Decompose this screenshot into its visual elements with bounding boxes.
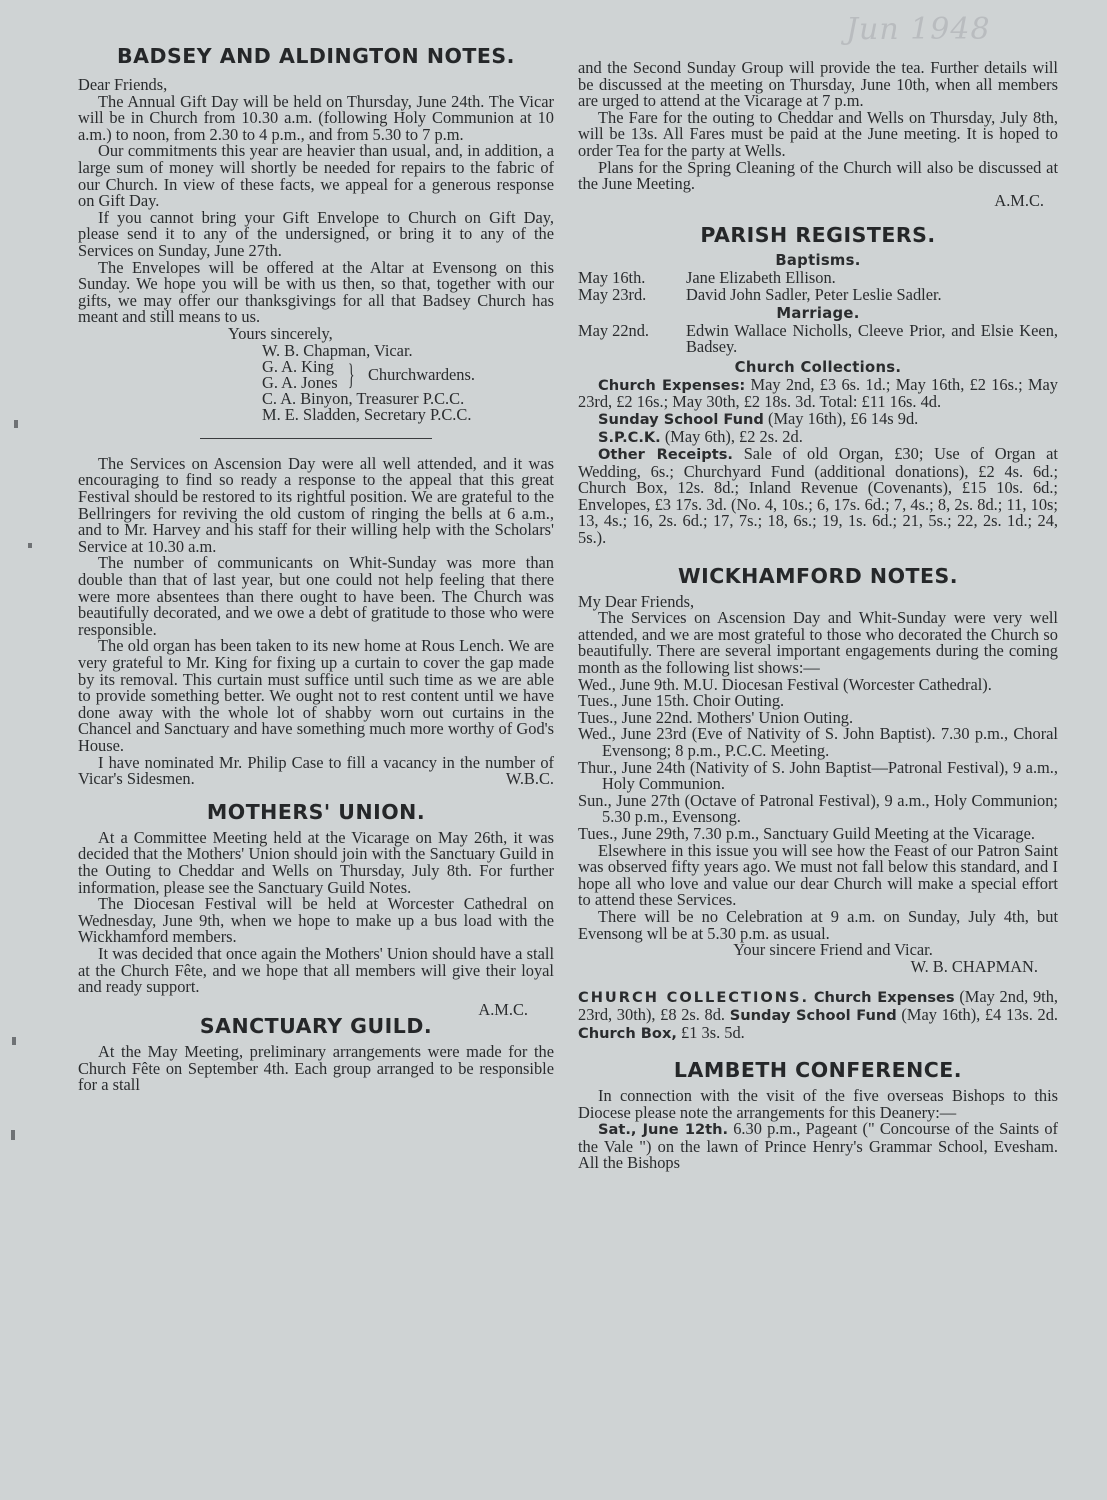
engagement-item: Wed., June 23rd (Eve of Nativity of S. John Baptist). 7.30 p.m., Choral Evensong; 8 p.m., P.C.C. Meeting. (578, 724, 1058, 760)
collection-label: CHURCH COLLECTIONS. (578, 989, 810, 1007)
paragraph: At the May Meeting, preliminary arrangements were made for the Church Fête on September 4th. Each group arranged to be responsible for a stall (78, 1042, 554, 1095)
brace-icon: } (347, 357, 355, 391)
parish-registers-heading: PARISH REGISTERS. (700, 223, 936, 248)
signatory: W. B. CHAPMAN. (910, 956, 1038, 976)
paragraph: The Services on Ascension Day were all well attended, and it was encouraging to find so ready a response to the appeal that this great Festival should be restored to its rightful position. We are grateful to the Bellringers for reviving the old custom of ringing the bells at 6 a.m., and to Mr. Harvey and his staff for their willing help with the Scholars' Service at 10.30 a.m. (78, 453, 554, 556)
engagement-item: Tues., June 29th, 7.30 p.m., Sanctuary Guild Meeting at the Vicarage. (578, 823, 1035, 843)
event-date-label: Sat., June 12th. (598, 1121, 729, 1139)
engagement-item: Tues., June 22nd. Mothers' Union Outing. (578, 707, 854, 727)
paragraph: Plans for the Spring Cleaning of the Church will also be discussed at the June Meeting. (578, 157, 1058, 194)
churchwardens-label: Churchwardens. (368, 364, 475, 384)
wickhamford-notes-heading: WICKHAMFORD NOTES. (677, 563, 959, 588)
margin-mark (11, 1130, 15, 1140)
paragraph: It was decided that once again the Mothers' Union should have a stall at the Church Fête, and we hope that all members will give their loyal and ready support. (78, 943, 554, 997)
paragraph: Elsewhere in this issue you will see how the Feast of our Patron Saint was observed fifty years ago. We must not fall below this standard, and I hope all who love and value our dear Church will make a special effort to attend these Services. (578, 840, 1058, 910)
collection-label: Church Box, (578, 1024, 677, 1042)
register-entry (578, 320, 1058, 357)
engagement-item: Tues., June 15th. Choir Outing. (578, 691, 785, 711)
engagement-item: Thur., June 24th (Nativity of S. John Baptist—Patronal Festival), 9 a.m., Holy Communion. (578, 757, 1058, 794)
paragraph: The Diocesan Festival will be held at Worcester Cathedral on Wednesday, June 9th, when we hope to make up a bus load with the Wickhamford members. (78, 894, 554, 947)
collection-item (578, 408, 1058, 429)
right-column (578, 60, 1058, 1172)
marriage-subheading: Marriage. (776, 304, 860, 322)
paragraph (78, 752, 554, 789)
paragraph: The old organ has been taken to its new home at Rous Lench. We are very grateful to Mr. King for fixing up a curtain to cover the gap made by its removal. This curtain must suffice until such time as we are able to provide something better. We ought not to rest content until we have done away with the whole lot of shabby worn out curtains in the Chancel and Sanctuary and have something much more worthy of God's House. (78, 636, 554, 755)
paragraph-text: I have nominated Mr. Philip Case to fill a vacancy in the number of Vicar's Sidesmen. (78, 752, 554, 789)
signatory: G. A. Jones (262, 372, 338, 392)
signatory: W. B. Chapman, Vicar. (262, 340, 413, 360)
register-names: David John Sadler, Peter Leslie Sadler. (686, 284, 942, 304)
paragraph: The Fare for the outing to Cheddar and Wells on Thursday, July 8th, will be 13s. All Fares must be paid at the June meeting. It is hoped to order Tea for the party at Wells. (578, 107, 1058, 160)
initials: W.B.C. (505, 769, 554, 789)
collection-text: May 2nd, £3 6s. 1d.; May 16th, £2 16s.; May 23rd, £2 16s.; May 30th, £2 18s. 3d. Total: £11 16s. 4d. (578, 374, 1058, 412)
register-date: May 16th. (578, 268, 646, 288)
collection-text: £1 3s. 5d. (681, 1022, 745, 1042)
engagement-item: Sun., June 27th (Octave of Patronal Festival), 9 a.m., Holy Communion; 5.30 p.m., Evensong. (578, 790, 1058, 827)
collection-label: Sunday School Fund (598, 410, 764, 428)
paragraph: The Annual Gift Day will be held on Thursday, June 24th. The Vicar will be in Church from 10.30 a.m. (following Holy Communion at 10 a.m.) to noon, from 2.30 to 4 p.m., and from 5.30 to 7 p.m. (78, 91, 554, 144)
collection-item (578, 374, 1058, 412)
salutation: Dear Friends, (78, 75, 168, 94)
lambeth-conference-heading: LAMBETH CONFERENCE. (673, 1058, 963, 1083)
paragraph: At a Committee Meeting held at the Vicarage on May 26th, it was decided that the Mothers' Union should join with the Sanctuary Guild in the Outing to Cheddar and Wells on Thursday, July 8th. For further information, please see the Sanctuary Guild Notes. (78, 827, 554, 897)
signatory: G. A. King (262, 357, 334, 377)
collection-text: (May 16th), £6 14s 9d. (768, 408, 919, 428)
collection-text: (May 6th), £2 2s. 2d. (664, 426, 803, 446)
engagement-item: Wed., June 9th. M.U. Diocesan Festival (Worcester Cathedral). (578, 674, 992, 694)
paragraph: There will be no Celebration at 9 a.m. on Sunday, July 4th, but Evensong wll be at 5.30 p.m. as usual. (578, 906, 1058, 943)
salutation: My Dear Friends, (578, 591, 695, 611)
church-collections-subheading: Church Collections. (734, 358, 902, 376)
closing: Your sincere Friend and Vicar. (733, 940, 933, 960)
collection-label: Other Receipts. (598, 446, 733, 464)
collection-label: Church Expenses (813, 989, 955, 1007)
paragraph: In connection with the visit of the five overseas Bishops to this Diocese please note the arrangements for this Deanery:— (578, 1086, 1058, 1122)
left-column (78, 44, 554, 1094)
churchwardens-group (228, 359, 554, 391)
collection-text: (May 2nd, 9th, 23rd, 30th), £8 2s. 8d. (578, 987, 1058, 1024)
collection-label: Sunday School Fund (729, 1006, 897, 1024)
closing: Yours sincerely, (228, 323, 333, 343)
collection-item (578, 446, 1058, 547)
register-date: May 22nd. (578, 320, 650, 340)
baptisms-subheading: Baptisms. (775, 252, 861, 270)
paragraph: The number of communicants on Whit-Sunday was more than double than that of last year, but one could not help feeling that there were more absentees than there ought to have been. The Church was beautifully decorated, and we owe a debt of gratitude to those who were responsible. (78, 553, 554, 639)
paragraph: If you cannot bring your Gift Envelope to Church on Gift Day, please send it to any of the undersigned, or bring it to any of the Services on Sunday, June 27th. (78, 207, 554, 260)
collection-label: S.P.C.K. (598, 428, 661, 446)
paragraph: Our commitments this year are heavier than usual, and, in addition, a large sum of money will shortly be needed for repairs to the fabric of our Church. In view of these facts, we appeal for a generous response on Gift Day. (78, 141, 554, 211)
event-text: 6.30 p.m., Pageant (" Concourse of the Saints of the Vale ") on the lawn of Prince Henry's Grammar School, Evesham. All the Bishops (578, 1119, 1058, 1173)
paragraph (578, 1121, 1058, 1172)
signatory: M. E. Sladden, Secretary P.C.C. (262, 405, 472, 425)
paragraph: The Services on Ascension Day and Whit-Sunday were very well attended, and we are most grateful to those who decorated the Church so beautifully. There are several important engagements during the coming month as the following list shows:— (578, 608, 1058, 678)
signatory: C. A. Binyon, Treasurer P.C.C. (262, 388, 465, 408)
sanctuary-guild-heading: SANCTUARY GUILD. (199, 1014, 433, 1039)
paragraph: The Envelopes will be offered at the Altar at Evensong on this Sunday. We hope you will be with us then, so that, together with our gifts, we may offer our thanksgivings for all that Badsey Church has meant and still means to us. (78, 257, 554, 327)
register-names: Edwin Wallace Nicholls, Cleeve Prior, and Elsie Keen, Badsey. (686, 320, 1058, 357)
register-names: Jane Elizabeth Ellison. (686, 268, 836, 288)
margin-mark (28, 543, 32, 548)
paragraph: and the Second Sunday Group will provide the tea. Further details will be discussed at the meeting on Thursday, June 10th, when all members are urged to attend at the Vicarage at 7 p.m. (578, 58, 1058, 111)
handwritten-date-annotation: Jun 1948 (846, 12, 991, 47)
signature-block (228, 323, 554, 425)
margin-mark (14, 420, 18, 428)
register-date: May 23rd. (578, 284, 647, 304)
section-divider (200, 438, 432, 439)
initials: A.M.C. (478, 999, 528, 1019)
wickhamford-collections (578, 989, 1058, 1042)
margin-mark (12, 1037, 16, 1045)
register-entry (578, 284, 1058, 304)
collection-text: Sale of old Organ, £30; Use of Organ at Wedding, 6s.; Churchyard Fund (additional donations), £2 4s. 6d.; Church Box, 12s. 8d.; Inland Revenue (Covenants), £15 10s. 6d.; Envelopes, £3 17s. 3d. (No. 4, 10s.; 6, 17s. 6d.; 7, 4s.; 8, 2s. 8d.; 11, 10s; 13, 4s.; 16, 2s. 6d.; 17, 7s.; 18, 6s.; 19, 1s. 6d.; 21, 5s.; 22, 2s. 1d.; 24, 5s.). (578, 444, 1058, 548)
mothers-union-heading: MOTHERS' UNION. (206, 799, 426, 824)
badsey-notes-heading: BADSEY AND ALDINGTON NOTES. (117, 44, 515, 68)
initials: A.M.C. (994, 190, 1044, 210)
collection-label: Church Expenses: (598, 376, 746, 394)
collection-text: (May 16th), £4 13s. 2d. (901, 1004, 1058, 1024)
